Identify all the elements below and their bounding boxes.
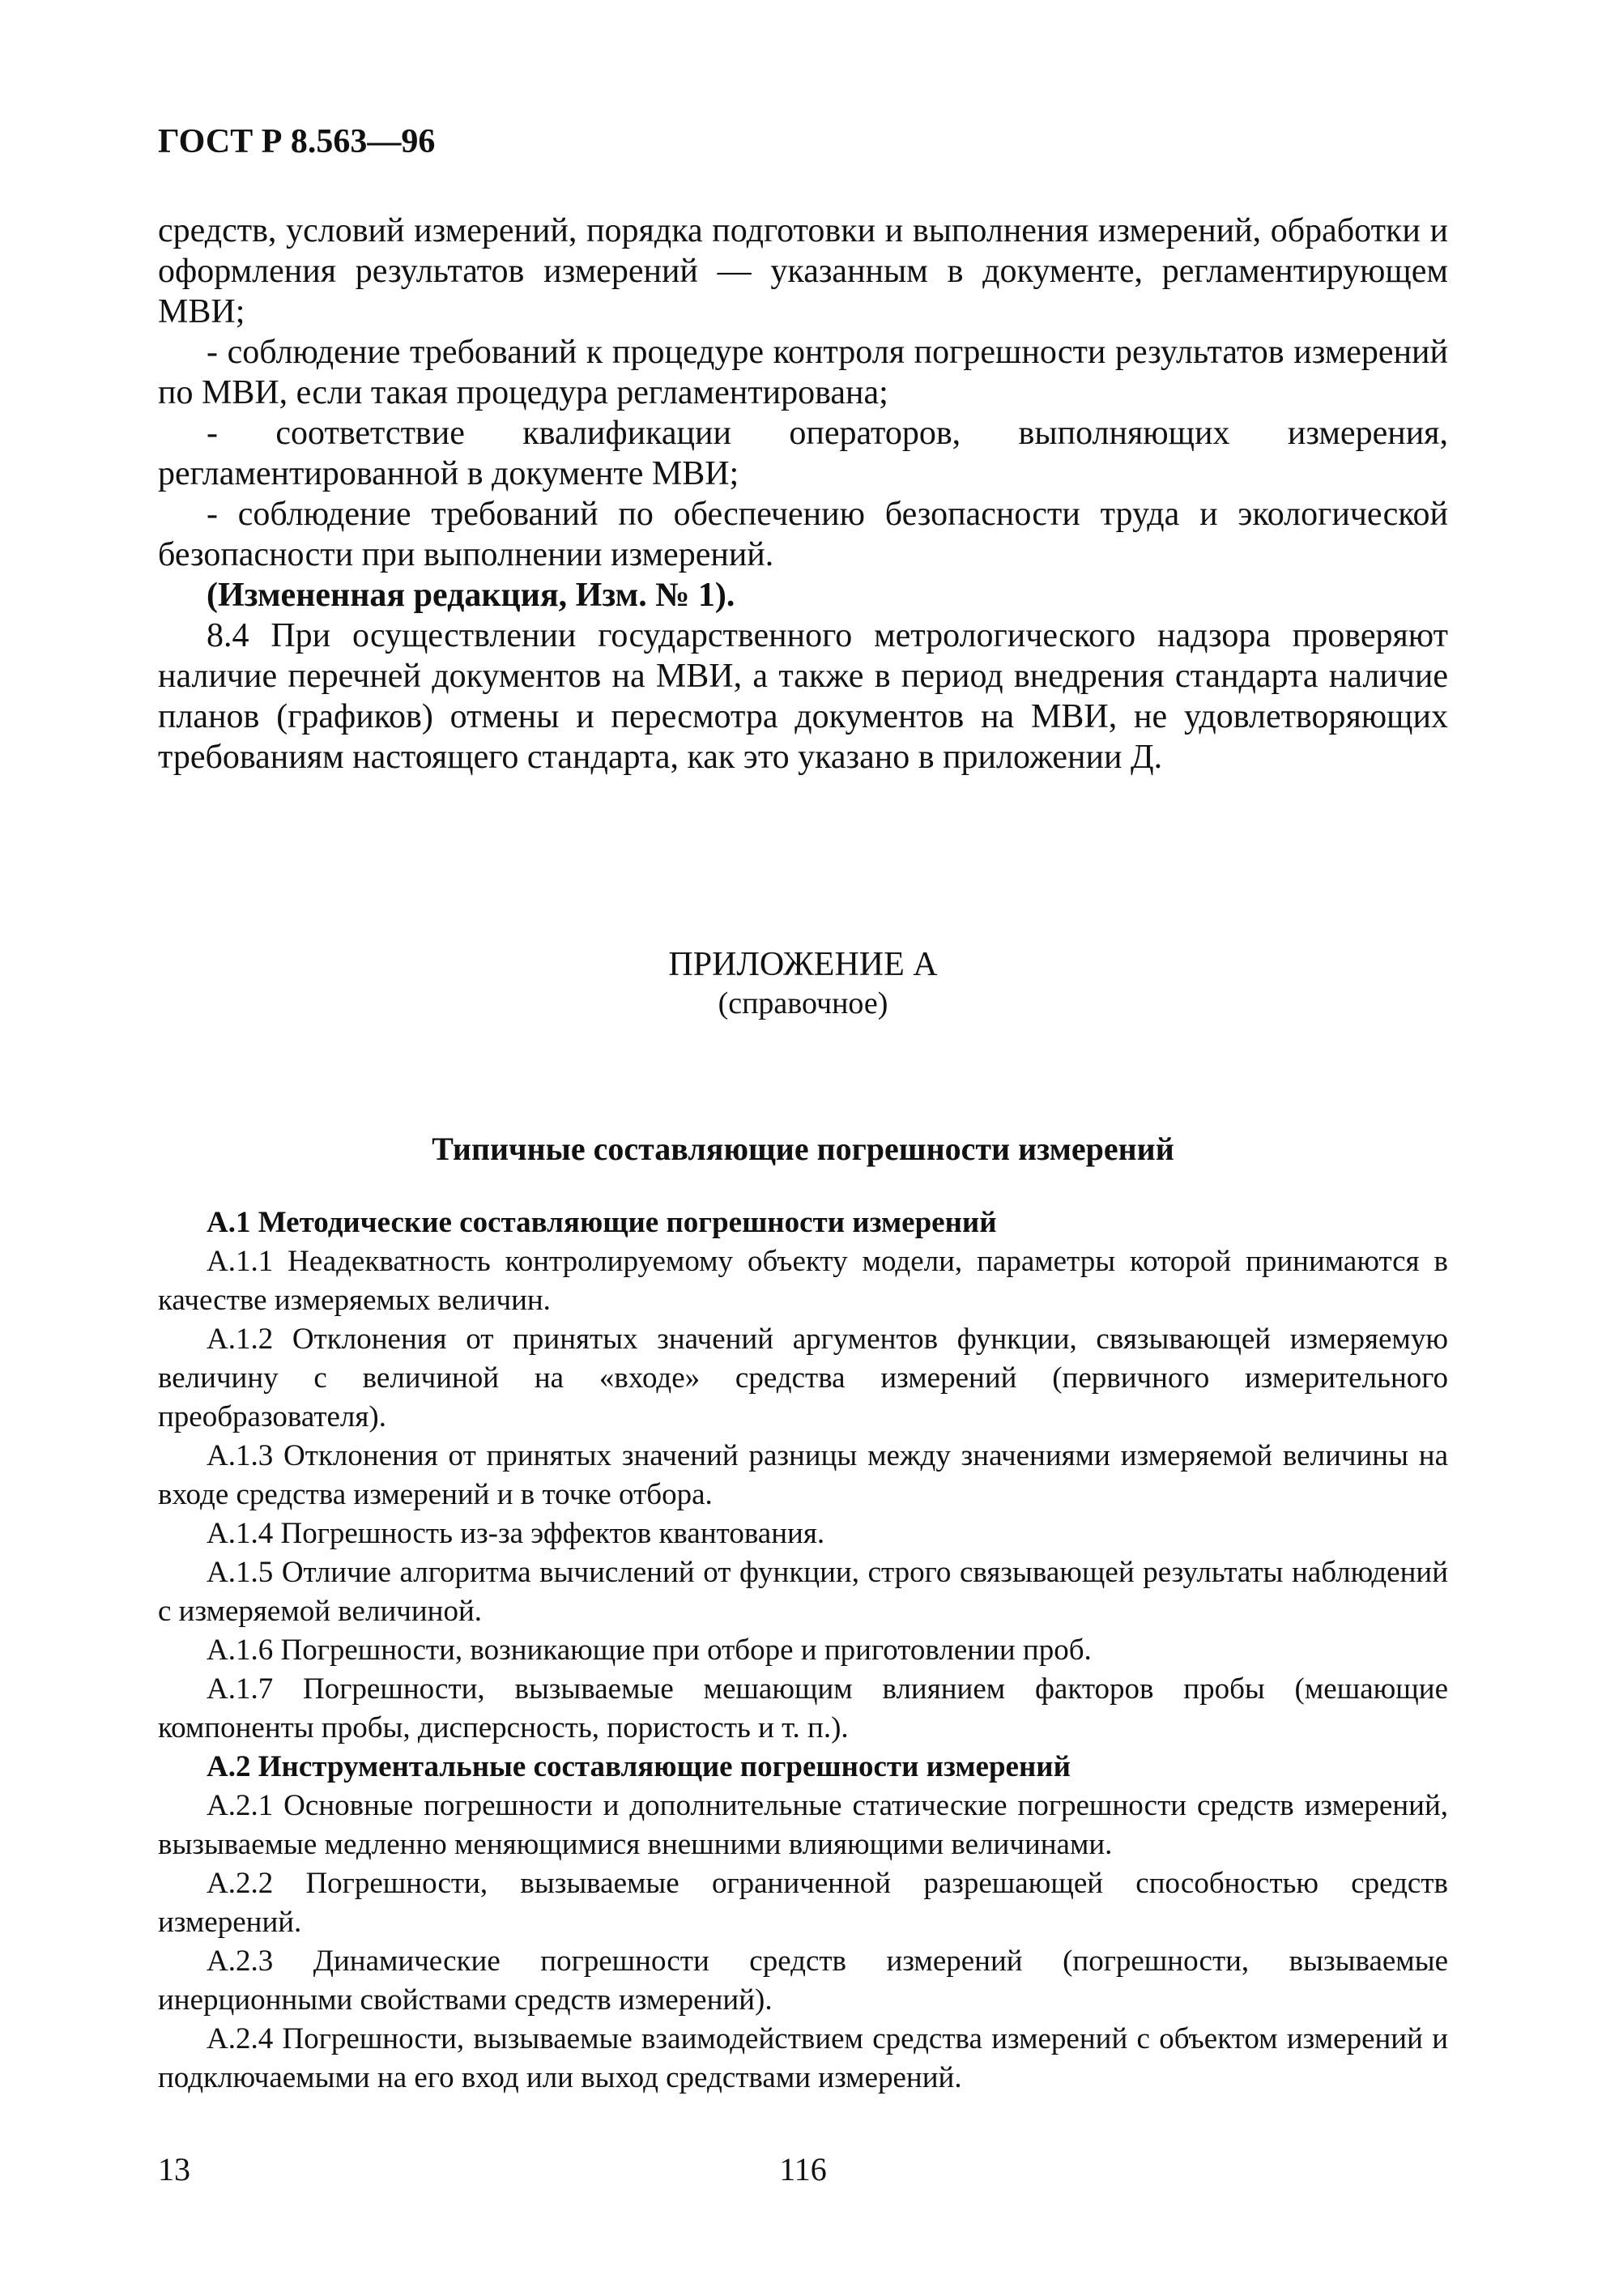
footer-page-number: 116 [779,2151,827,2187]
paragraph-item: - соблюдение требований по обеспечению безопасности труда и экологической безопасности при выполнении измерений. [158,496,1448,574]
list-item: А.1.4 Погрешность из-за эффектов квантования. [207,1517,825,1551]
list-item: А.1.5 Отличие алгоритма вычислений от функции, строго связывающей результаты наблюдений с измеряемой величиной. [158,1556,1448,1629]
list-item: А.1.2 Отклонения от принятых значений аргументов функции, связывающей измеряемую величину с величиной на «входе» средства измерений (первичного измерительного преобразователя). [158,1323,1448,1434]
appendix-heading: Типичные составляющие погрешности измерений [432,1131,1174,1168]
list-item: А.1.7 Погрешности, вызываемые мешающим влиянием факторов пробы (мешающие компоненты пробы, дисперсность, пористость и т. п.). [158,1672,1448,1745]
spacer [158,777,1448,944]
subsection-heading-a2: А.2 Инструментальные составляющие погрешности измерений [207,1750,1071,1784]
list-item: А.2.1 Основные погрешности и дополнительные статические погрешности средств измерений, вызываемые медленно меняющимися внешними влияющими величинами. [158,1789,1448,1862]
document-code-header: ГОСТ Р 8.563—96 [158,123,436,160]
list-item: А.2.2 Погрешности, вызываемые ограниченной разрешающей способностью средств измерений. [158,1867,1448,1940]
paragraph-item: - соответствие квалификации операторов, выполняющих измерения, регламентированной в документе МВИ; [158,415,1448,493]
appendix-title: ПРИЛОЖЕНИЕ А [668,946,938,984]
list-item: А.1.3 Отклонения от принятых значений разницы между значениями измеряемой величины на входе средства измерений и в точке отбора. [158,1439,1448,1512]
appendix-subtitle: (справочное) [718,986,888,1021]
amendment-note: (Измененная редакция, Изм. № 1). [207,577,735,615]
list-item: А.1.6 Погрешности, возникающие при отборе и приготовлении проб. [207,1634,1092,1668]
list-item: А.2.4 Погрешности, вызываемые взаимодействием средства измерений с объектом измерений и подключаемыми на его вход или выход средствами измерений. [158,2022,1448,2095]
paragraph-clause-8-4: 8.4 При осуществлении государственного метрологического надзора проверяют наличие перечней документов на МВИ, а также в период внедрения стандарта наличие планов (графиков) отмены и пересмотра документов на МВИ, не удовлетворяющих требованиям настоящего стандарта, как это указано в приложении Д. [158,617,1448,777]
paragraph-continuation: средств, условий измерений, порядка подготовки и выполнения измерений, обработки и оформления результатов измерений — указанным в документе, регламентирующем МВИ; [158,212,1448,331]
page-footer [158,2150,1448,2191]
list-item: А.2.3 Динамические погрешности средств измерений (погрешности, вызываемые инерционными свойствами средств измерений). [158,1945,1448,2017]
paragraph-item: - соблюдение требований к процедуре контроля погрешности результатов измерений по МВИ, если такая процедура регламентирована; [158,334,1448,412]
spacer [158,1022,1448,1129]
document-page [158,121,1448,2098]
subsection-heading-a1: А.1 Методические составляющие погрешности измерений [207,1206,997,1240]
footer-left-number: 13 [158,2151,190,2187]
list-item: А.1.1 Неадекватность контролируемому объекту модели, параметры которой принимаются в качестве измеряемых величин. [158,1245,1448,1318]
